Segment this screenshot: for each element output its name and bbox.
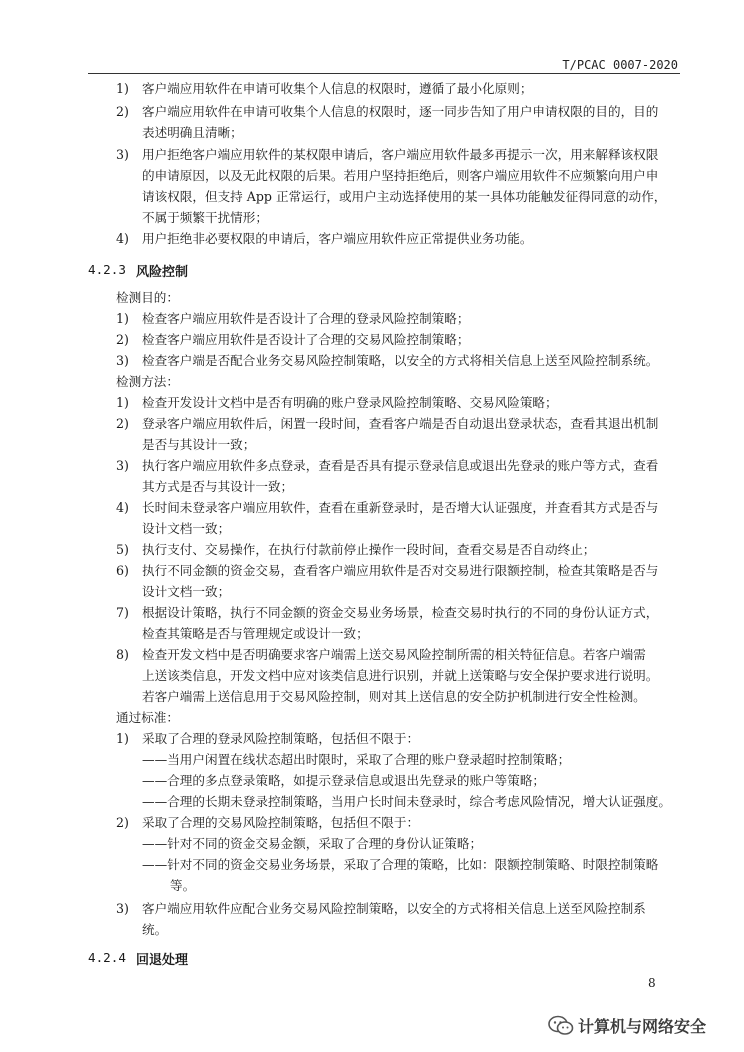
sub-item-text: ——合理的多点登录策略，如提示登录信息或退出先登录的账户等策略； [142,773,545,788]
list-item-text: 检查开发设计文档中是否有明确的账户登录风险控制策略、交易风险策略； [142,395,558,410]
section-title: 风险控制 [136,265,189,280]
list-item-text: 根据设计策略，执行不同金额的资金交易业务场景，检查交易时执行的不同的身份认证方式， [142,605,659,620]
list-item-text: 检查客户端应用软件是否设计了合理的登录风险控制策略； [142,311,470,326]
list-item-text: 采取了合理的交易风险控制策略，包括但不限于： [142,815,420,830]
section-number: 4.2.4 [88,950,126,965]
list-number: 3) [116,458,129,473]
list-item-text: 登录客户端应用软件后，闲置一段时间，查看客户端是否自动退出登录状态，查看其退出机制 [142,416,659,431]
list-number: 2) [116,815,129,830]
sub-item-text: ——针对不同的资金交易金额，采取了合理的身份认证策略； [142,836,483,851]
list-item-text: 用户拒绝非必要权限的申请后，客户端应用软件应正常提供业务功能。 [142,231,533,246]
purpose-label: 检测目的： [116,290,179,305]
list-item-text: 用户拒绝客户端应用软件的某权限申请后，客户端应用软件最多再提示一次，用来解释该权限 [142,147,659,162]
sub-item-text: ——合理的长期未登录控制策略，当用户长时间未登录时，综合考虑风险情况，增大认证强度。 [142,794,671,809]
list-number: 1) [116,81,129,96]
list-item-text: 执行不同金额的资金交易，查看客户端应用软件是否对交易进行限额控制，检查其策略是否与 [142,563,659,578]
wechat-icon [548,1015,574,1037]
list-number: 8) [116,647,129,662]
list-number: 4) [116,231,129,246]
list-item-text: 上送该类信息，开发文档中应对该类信息进行识别，并就上送策略与安全保护要求进行说明。 [142,668,659,683]
list-number: 2) [116,332,129,347]
list-item-text: 设计文档一致； [142,521,231,536]
list-number: 6) [116,563,129,578]
list-number: 4) [116,500,129,515]
header-rule [88,73,680,74]
list-number: 1) [116,731,129,746]
list-number: 3) [116,901,129,916]
list-item-text: 检查客户端应用软件是否设计了合理的交易风险控制策略； [142,332,470,347]
list-item-text: 请该权限，但支持 App 正常运行，或用户主动选择使用的某一具体功能触发征得同意的动作， [142,189,667,204]
list-number: 1) [116,395,129,410]
list-item-text: 是否与其设计一致； [142,437,256,452]
method-label: 检测方法： [116,374,179,389]
list-item-text: 检查客户端是否配合业务交易风险控制策略，以安全的方式将相关信息上送至风险控制系统。 [142,353,659,368]
section-title: 回退处理 [136,953,189,968]
list-number: 3) [116,353,129,368]
list-number: 2) [116,416,129,431]
list-item-text: 执行支付、交易操作，在执行付款前停止操作一段时间，查看交易是否自动终止； [142,542,596,557]
list-number: 1) [116,311,129,326]
sub-item-text: ——当用户闲置在线状态超出时限时，采取了合理的账户登录超时控制策略； [142,752,571,767]
list-item-text: 统。 [142,922,168,937]
list-item-text: 设计文档一致； [142,584,231,599]
list-number: 5) [116,542,129,557]
list-item-text: 其方式是否与其设计一致； [142,479,294,494]
list-item-text: 长时间未登录客户端应用软件，查看在重新登录时，是否增大认证强度，并查看其方式是否与 [142,500,659,515]
sub-item-text: ——针对不同的资金交易业务场景，采取了合理的策略，比如：限额控制策略、时限控制策略 [142,857,659,872]
page-number: 8 [648,976,656,990]
list-item-text: 检查开发文档中是否明确要求客户端需上送交易风险控制所需的相关特征信息。若客户端需 [142,647,646,662]
list-number: 3) [116,147,129,162]
section-number: 4.2.3 [88,262,126,277]
list-item-text: 执行客户端应用软件多点登录，查看是否具有提示登录信息或退出先登录的账户等方式，查看 [142,458,659,473]
list-item-text: 检查其策略是否与管理规定或设计一致； [142,626,369,641]
list-number: 2) [116,104,129,119]
sub-item-text: 等。 [170,878,196,893]
list-item-text: 客户端应用软件应配合业务交易风险控制策略，以安全的方式将相关信息上送至风险控制系 [142,901,646,916]
watermark [548,1014,706,1037]
list-item-text: 客户端应用软件在申请可收集个人信息的权限时，遵循了最小化原则； [142,81,533,96]
pass-label: 通过标准： [116,710,179,725]
document-code: T/PCAC 0007-2020 [562,58,678,72]
list-item-text: 的申请原因，以及无此权限的后果。若用户坚持拒绝后，则客户端应用软件不应频繁向用户申 [142,168,659,183]
watermark-text: 计算机与网络安全 [578,1017,707,1036]
list-item-text: 表述明确且清晰； [142,125,243,140]
list-item-text: 不属于频繁干扰情形； [142,210,268,225]
list-item-text: 客户端应用软件在申请可收集个人信息的权限时，逐一同步告知了用户申请权限的目的，目的 [142,104,659,119]
list-item-text: 采取了合理的登录风险控制策略，包括但不限于： [142,731,420,746]
list-number: 7) [116,605,129,620]
list-item-text: 若客户端需上送信息用于交易风险控制，则对其上送信息的安全防护机制进行安全性检测。 [142,689,646,704]
